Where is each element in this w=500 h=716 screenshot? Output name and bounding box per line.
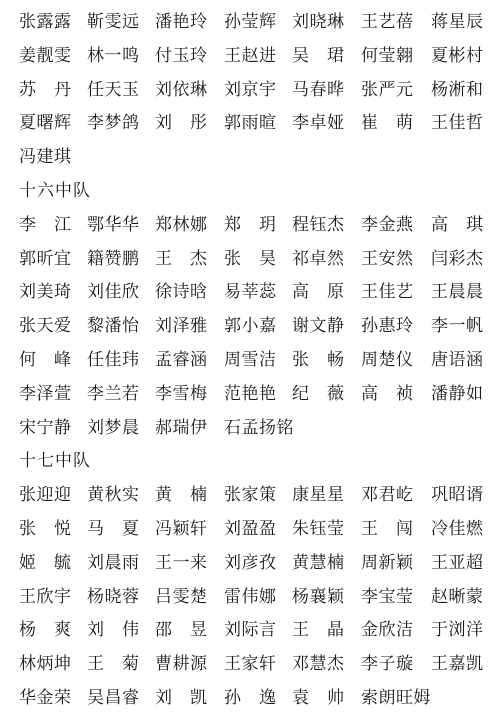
member-name: 刘京宇	[224, 79, 277, 100]
member-name: 鄂华华	[87, 214, 140, 235]
name-row	[0, 107, 500, 141]
member-name: 闫彩杰	[431, 248, 484, 269]
member-name: 李 江	[19, 214, 72, 235]
member-name: 刘晓琳	[292, 12, 345, 32]
member-name: 巩昭谞	[431, 485, 484, 506]
squad-heading-row	[0, 175, 500, 209]
member-name: 张 畅	[292, 349, 345, 370]
member-name: 李宝莹	[361, 586, 414, 607]
member-name: 王安然	[361, 248, 414, 269]
member-name: 刘依琳	[155, 79, 208, 100]
member-name: 张天爱	[19, 316, 72, 337]
member-name: 华金荣	[19, 687, 72, 708]
member-name: 程钰杰	[292, 214, 345, 235]
member-name: 蒋星辰	[431, 12, 484, 32]
member-name: 王 闯	[361, 518, 414, 539]
member-name: 雷伟娜	[224, 586, 277, 607]
member-name: 林炳坤	[19, 654, 72, 675]
member-name: 纪 薇	[292, 383, 345, 404]
squad-heading-row	[0, 445, 500, 479]
name-row	[0, 547, 500, 581]
member-name: 郝瑞伊	[155, 417, 208, 438]
member-name: 索朗旺姆	[361, 687, 431, 708]
name-row	[0, 209, 500, 243]
member-name: 夏曙辉	[19, 113, 72, 134]
member-name: 曹耕源	[155, 654, 208, 675]
member-name: 刘盈盈	[224, 518, 277, 539]
member-name: 郭昕宜	[19, 248, 72, 269]
member-name: 张严元	[361, 79, 414, 100]
name-row	[0, 74, 500, 108]
name-row	[0, 344, 500, 378]
member-name: 马春晔	[292, 79, 345, 100]
member-name: 高 祯	[361, 383, 414, 404]
member-name: 石孟扬铭	[224, 417, 294, 438]
member-name: 刘晨雨	[87, 552, 140, 573]
member-name: 黄慧楠	[292, 552, 345, 573]
member-name: 冯颖轩	[155, 518, 208, 539]
member-name: 赵晰蒙	[431, 586, 484, 607]
member-name: 袁 帅	[292, 687, 345, 708]
name-list-page	[0, 6, 500, 716]
name-row	[0, 6, 500, 40]
member-name: 王赵进	[224, 45, 277, 66]
member-name: 孙莹辉	[224, 12, 277, 32]
member-name: 郑林娜	[155, 214, 208, 235]
name-row	[0, 648, 500, 682]
member-name: 祁卓然	[292, 248, 345, 269]
name-row	[0, 682, 500, 716]
member-name: 孙惠玲	[361, 316, 414, 337]
member-name: 吴 珺	[292, 45, 345, 66]
member-name: 姬 毓	[19, 552, 72, 573]
member-name: 易莘蕊	[224, 282, 277, 303]
member-name: 王亚超	[431, 552, 484, 573]
member-name: 邵 昱	[155, 620, 208, 641]
member-name: 籍赞鹏	[87, 248, 140, 269]
member-name: 冯建琪	[19, 147, 72, 168]
member-name: 周楚仪	[361, 349, 414, 370]
member-name: 宋宁静	[19, 417, 72, 438]
member-name: 范艳艳	[224, 383, 277, 404]
member-name: 何莹翱	[361, 45, 414, 66]
member-name: 王艺蓓	[361, 12, 414, 32]
member-name: 刘际言	[224, 620, 277, 641]
member-name: 靳雯远	[87, 12, 140, 32]
member-name: 王 菊	[87, 654, 140, 675]
member-name: 吴昌睿	[87, 687, 140, 708]
member-name: 刘泽雅	[155, 316, 208, 337]
member-name: 康星星	[292, 485, 345, 506]
member-name: 刘 凯	[155, 687, 208, 708]
member-name: 潘静如	[431, 383, 484, 404]
member-name: 邓君屹	[361, 485, 414, 506]
member-name: 何 峰	[19, 349, 72, 370]
member-name: 徐诗晗	[155, 282, 208, 303]
member-name: 刘 伟	[87, 620, 140, 641]
member-name: 刘佳欣	[87, 282, 140, 303]
member-name: 李一帆	[431, 316, 484, 337]
member-name: 吕雯楚	[155, 586, 208, 607]
member-name: 孟睿涵	[155, 349, 208, 370]
member-name: 王家轩	[224, 654, 277, 675]
member-name: 郭雨暄	[224, 113, 277, 134]
member-name: 李泽萱	[19, 383, 72, 404]
member-name: 郭小嘉	[224, 316, 277, 337]
squad-heading: 十七中队	[19, 451, 91, 472]
name-row	[0, 40, 500, 74]
member-name: 刘梦晨	[87, 417, 140, 438]
member-name: 马 夏	[87, 518, 140, 539]
member-name: 张迎迎	[19, 485, 72, 506]
member-name: 李卓娅	[292, 113, 345, 134]
name-row	[0, 276, 500, 310]
member-name: 黄秋实	[87, 485, 140, 506]
member-name: 李雪梅	[155, 383, 208, 404]
member-name: 金欣洁	[361, 620, 414, 641]
member-name: 张露露	[19, 12, 72, 32]
member-name: 王 晶	[292, 620, 345, 641]
member-name: 孙 逸	[224, 687, 277, 708]
member-name: 王嘉凯	[431, 654, 484, 675]
member-name: 张 昊	[224, 248, 277, 269]
member-name: 周新颖	[361, 552, 414, 573]
member-name: 李兰若	[87, 383, 140, 404]
squad-heading: 十六中队	[19, 180, 91, 201]
member-name: 杨晓蓉	[87, 586, 140, 607]
member-name: 王佳哲	[431, 113, 484, 134]
member-name: 李金燕	[361, 214, 414, 235]
member-name: 刘彦孜	[224, 552, 277, 573]
member-name: 王欣宇	[19, 586, 72, 607]
member-name: 谢文静	[292, 316, 345, 337]
member-name: 任佳玮	[87, 349, 140, 370]
member-name: 张家策	[224, 485, 277, 506]
member-name: 周雪洁	[224, 349, 277, 370]
member-name: 任天玉	[87, 79, 140, 100]
member-name: 黎潘怡	[87, 316, 140, 337]
name-row	[0, 141, 500, 175]
name-row	[0, 378, 500, 412]
member-name: 黄 楠	[155, 485, 208, 506]
member-name: 郑 玥	[224, 214, 277, 235]
member-name: 王 杰	[155, 248, 208, 269]
name-row	[0, 412, 500, 446]
member-name: 付玉玲	[155, 45, 208, 66]
member-name: 夏彬村	[431, 45, 484, 66]
member-name: 李子璇	[361, 654, 414, 675]
member-name: 杨淅和	[431, 79, 484, 100]
name-row	[0, 614, 500, 648]
member-name: 潘艳玲	[155, 12, 208, 32]
member-name: 朱钰莹	[292, 518, 345, 539]
member-name: 刘美琦	[19, 282, 72, 303]
member-name: 王佳艺	[361, 282, 414, 303]
member-name: 高 原	[292, 282, 345, 303]
name-row	[0, 581, 500, 615]
member-name: 冷佳燃	[431, 518, 484, 539]
member-name: 王一来	[155, 552, 208, 573]
name-row	[0, 243, 500, 277]
member-name: 苏 丹	[19, 79, 72, 100]
member-name: 王晨晨	[431, 282, 484, 303]
member-name: 杨 爽	[19, 620, 72, 641]
member-name: 姜靓雯	[19, 45, 72, 66]
name-row	[0, 513, 500, 547]
member-name: 于浏洋	[431, 620, 484, 641]
member-name: 林一鸣	[87, 45, 140, 66]
name-row	[0, 310, 500, 344]
member-name: 崔 萌	[361, 113, 414, 134]
member-name: 唐语涵	[431, 349, 484, 370]
member-name: 李梦鸽	[87, 113, 140, 134]
member-name: 刘 彤	[155, 113, 208, 134]
member-name: 张 悦	[19, 518, 72, 539]
member-name: 高 琪	[431, 214, 484, 235]
member-name: 杨襄颖	[292, 586, 345, 607]
member-name: 邓慧杰	[292, 654, 345, 675]
name-row	[0, 479, 500, 513]
